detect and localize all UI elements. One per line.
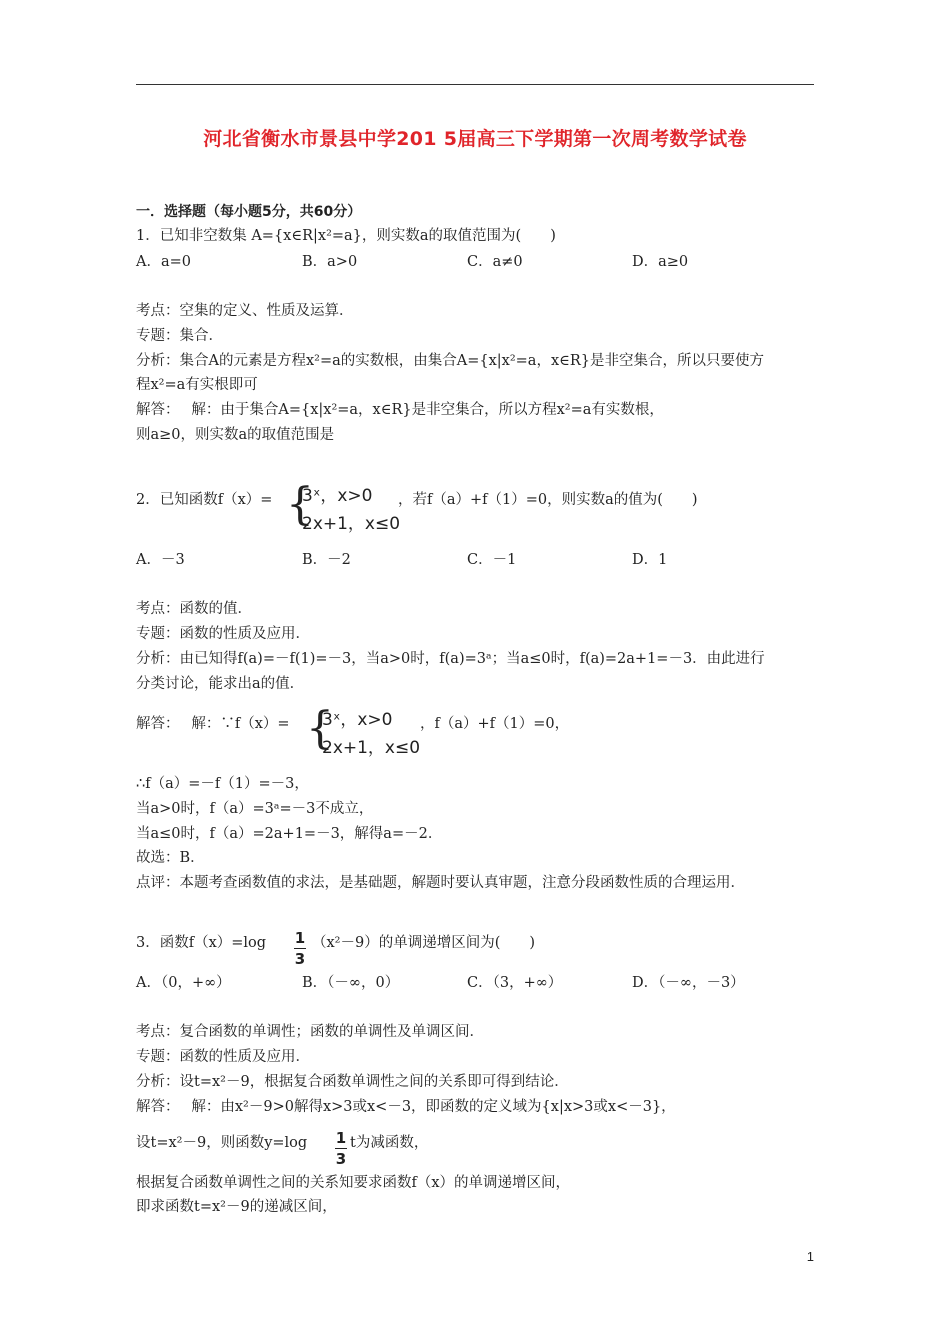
q1-option-a: A．a=0 [136, 254, 191, 270]
q2-jieda-prefix: 解答： 解：∵f（x）= [136, 716, 290, 732]
q3-jieda-line4: 即求函数t=x²－9的递减区间， [136, 1199, 337, 1215]
q3-stem-prefix: 3．函数f（x）=log [136, 935, 267, 951]
page-number: 1 [806, 1249, 814, 1264]
q3-fenxi: 分析：设t=x²－9，根据复合函数单调性之间的关系即可得到结论． [136, 1074, 569, 1090]
q2-fenxi-line2: 分类讨论，能求出a的值． [136, 676, 305, 692]
q2-option-b: B．－2 [302, 552, 351, 568]
q3-option-d: D．（－∞，－3） [632, 975, 745, 991]
q3-jieda-frac-denominator: 3 [335, 1150, 347, 1168]
q3-jieda-line3: 根据复合函数单调性之间的关系知要求函数f（x）的单调递增区间， [136, 1175, 571, 1191]
q3-zhuanti: 专题：函数的性质及应用． [136, 1049, 310, 1065]
section-heading: 一．选择题（每小题5分，共60分） [136, 204, 362, 220]
q3-frac-numerator: 1 [294, 929, 306, 947]
q3-jieda-line1: 解答： 解：由x²－9>0解得x>3或x<－3，即函数的定义域为{x|x>3或x<－3}， [136, 1099, 676, 1115]
q1-option-b: B．a>0 [302, 254, 358, 270]
q1-zhuanti: 专题：集合． [136, 328, 223, 344]
q2-jieda-piece-2: 2x+1，x≤0 [322, 738, 421, 758]
q2-jieda-suffix: ，f（a）+f（1）=0， [420, 716, 570, 732]
q3-jieda-line2-prefix: 设t=x²－9，则函数y=log [136, 1135, 308, 1151]
header-rule [136, 84, 814, 85]
q3-option-c: C．（3，+∞） [467, 975, 563, 991]
q1-fenxi-line2: 程x²=a有实根即可 [136, 377, 258, 393]
q1-option-d: D．a≥0 [632, 254, 689, 270]
q2-option-a: A．－3 [136, 552, 185, 568]
q2-step-2: 当a>0时，f（a）=3ᵃ=－3不成立， [136, 801, 374, 817]
fraction-bar [294, 948, 306, 949]
brace-icon: { [286, 479, 314, 530]
fraction-bar [335, 1148, 347, 1149]
q3-option-a: A．（0，+∞） [136, 975, 231, 991]
q3-jieda-frac-numerator: 1 [335, 1129, 347, 1147]
q3-kaodian: 考点：复合函数的单调性；函数的单调性及单调区间． [136, 1024, 484, 1040]
q1-option-c: C．a≠0 [467, 254, 523, 270]
q2-option-c: C．－1 [467, 552, 517, 568]
q2-step-4: 故选：B． [136, 850, 205, 866]
q2-jieda-piece-1: 3ˣ，x>0 [322, 710, 393, 730]
brace-icon: { [306, 703, 334, 754]
q1-fenxi-line1: 分析：集合A的元素是方程x²=a的实数根，由集合A={x|x²=a，x∈R}是非空集合，所以只要使方 [136, 353, 764, 369]
q3-jieda-line2-suffix: t为减函数， [350, 1135, 429, 1151]
q1-jieda-line1: 解答： 解：由于集合A={x|x²=a，x∈R}是非空集合，所以方程x²=a有实数根， [136, 402, 664, 418]
q3-stem-suffix: （x²－9）的单调递增区间为( ) [312, 935, 536, 951]
q3-option-b: B．（－∞，0） [302, 975, 400, 991]
q2-dianping: 点评：本题考查函数值的求法，是基础题，解题时要认真审题，注意分段函数性质的合理运用． [136, 875, 745, 891]
document-title: 河北省衡水市景县中学201 5届高三下学期第一次周考数学试卷 [203, 128, 747, 150]
q2-kaodian: 考点：函数的值． [136, 601, 252, 617]
q2-step-1: ∴f（a）=－f（1）=－3， [136, 776, 309, 792]
q2-zhuanti: 专题：函数的性质及应用． [136, 626, 310, 642]
q2-stem-suffix: ，若f（a）+f（1）=0，则实数a的值为( ) [398, 492, 698, 508]
q1-kaodian: 考点：空集的定义、性质及运算． [136, 303, 354, 319]
q2-option-d: D．1 [632, 552, 668, 568]
q2-fenxi-line1: 分析：由已知得f(a)=－f(1)=－3，当a>0时，f(a)=3ᵃ；当a≤0时，f(a)=2a+1=－3．由此进行 [136, 651, 765, 667]
q3-frac-denominator: 3 [294, 950, 306, 968]
q1-jieda-line2: 则a≥0，则实数a的取值范围是 [136, 427, 335, 443]
q2-stem-prefix: 2．已知函数f（x）= [136, 492, 273, 508]
q2-piece-1: 3ˣ，x>0 [302, 486, 373, 506]
q2-step-3: 当a≤0时，f（a）=2a+1=－3，解得a=－2． [136, 826, 443, 842]
q1-stem: 1．已知非空数集 A={x∈R|x²=a}，则实数a的取值范围为( ) [136, 228, 556, 244]
q2-piece-2: 2x+1，x≤0 [302, 514, 401, 534]
